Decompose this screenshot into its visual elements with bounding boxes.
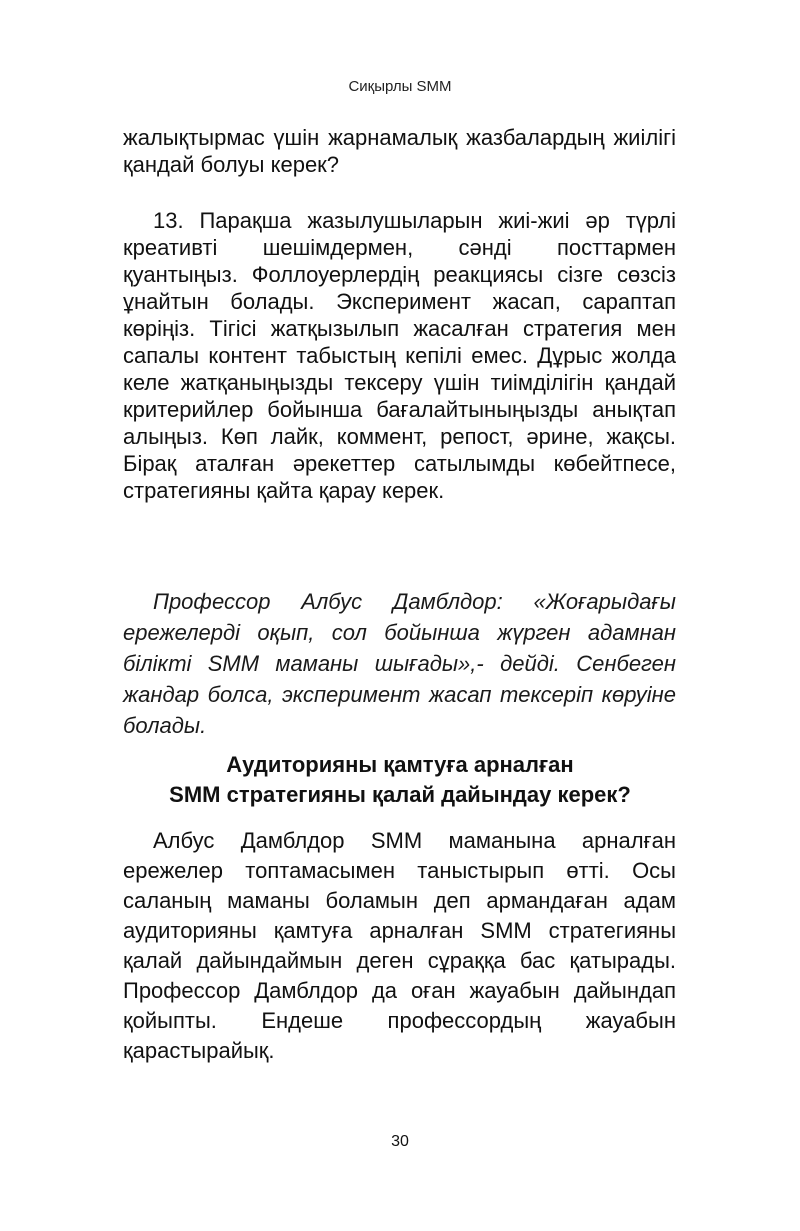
paragraph-intro: Албус Дамблдор SMM маманына арналған ережелер топтамасымен таныстырып өтті. Осы саланың маманы боламын деп армандаған адам аудиторияны қамтуға арналған SMM стратегияны қалай дайындаймын деген сұраққа бас қатырады. Профессор Дамблдор да оған жауабын дайындап қойыпты. Ендеше профессордың жауабын қарастырайық. [123,828,676,1063]
page-number: 30 [391,1133,409,1150]
section-heading-line-2: SMM стратегияны қалай дайындау керек? [169,782,631,807]
section-heading-line-1: Аудиторияны қамтуға арналған [226,752,574,777]
section-heading [110,750,690,810]
paragraph-continuation: жалықтырмас үшін жарнамалық жазбалардың жиілігі қандай болуы керек? [123,125,676,177]
paragraph-rule-13: 13. Парақша жазылушыларын жиі-жиі әр түрлі креативті шешімдермен, сәнді посттармен қуантыңыз. Фоллоуерлердің реакциясы сізге сөзсіз ұнайтын болады. Эксперимент жасап, сараптап көріңіз. Тігісі жатқызылып жасалған стратегия мен сапалы контент табыстың кепілі емес. Дұрыс жолда келе жатқаныңызды тексеру үшін тиімділігін қандай критерийлер бойынша бағалайтыныңызды анықтап алыңыз. Көп лайк, коммент, репост, әрине, жақсы. Бірақ аталған әрекеттер сатылымды көбейтпесе, стратегияны қайта қарау керек. [123,208,676,503]
running-header: Сиқырлы SMM [348,78,452,95]
dumbledore-quote: Профессор Албус Дамблдор: «Жоғарыдағы ережелерді оқып, сол бойынша жүрген адамнан білікті SMM маманы шығады»,- дейді. Сенбеген жандар болса, эксперимент жасап тексеріп көруіне болады. [123,589,676,738]
